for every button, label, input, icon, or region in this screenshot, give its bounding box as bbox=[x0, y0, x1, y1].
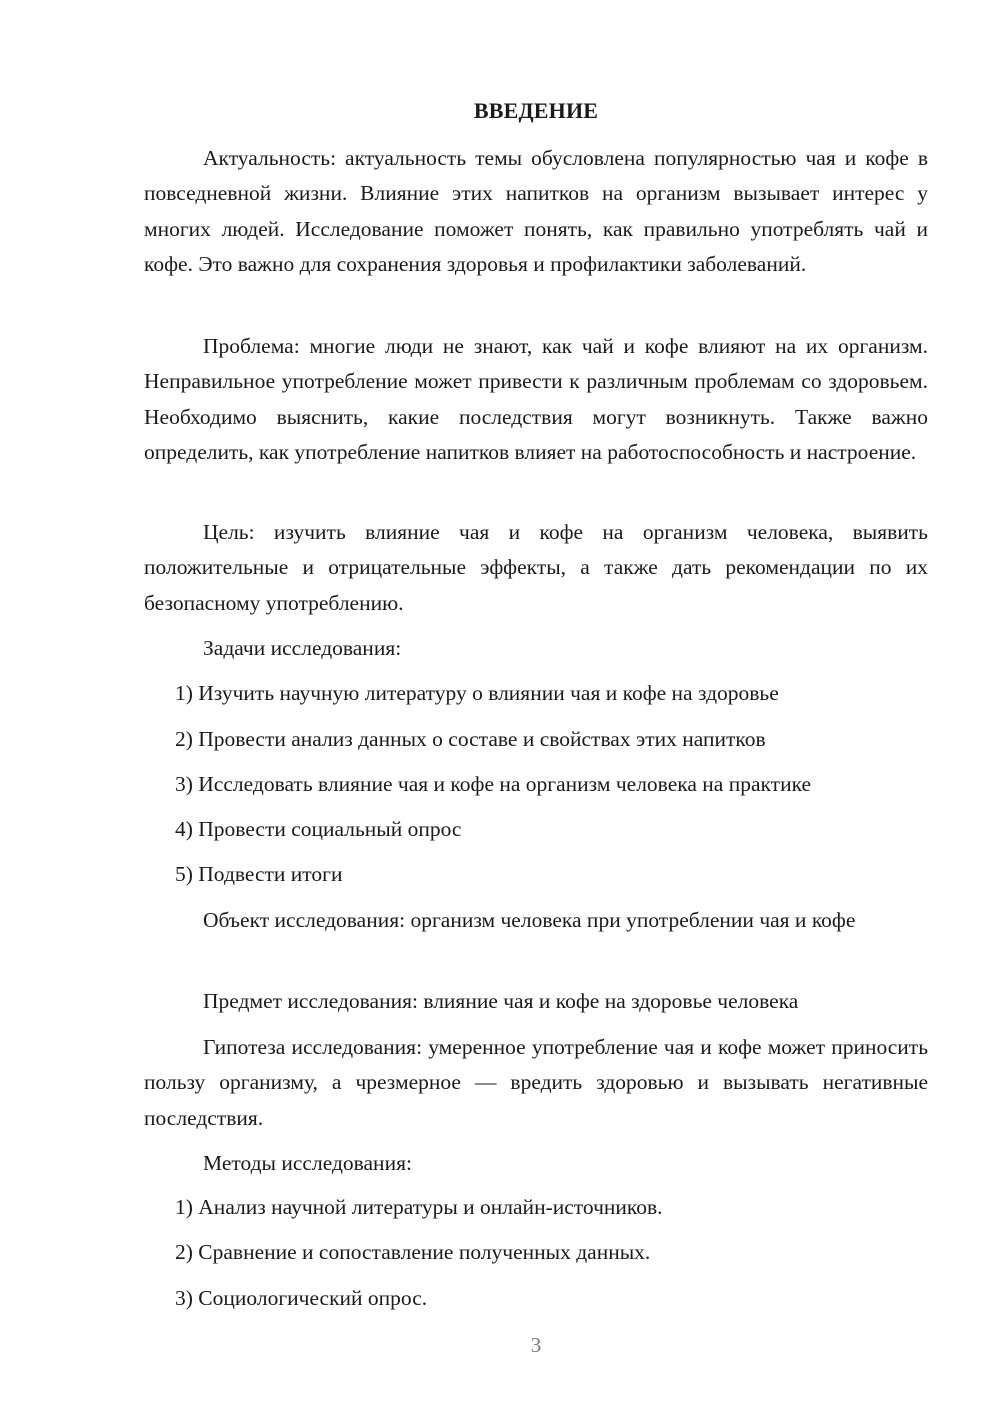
task-item: 2) Провести анализ данных о составе и свойствах этих напитков bbox=[175, 727, 766, 751]
subject-line: Предмет исследования: влияние чая и кофе на здоровье человека bbox=[203, 989, 799, 1013]
task-item: 1) Изучить научную литературу о влиянии чая и кофе на здоровье bbox=[175, 681, 779, 705]
tasks-title: Задачи исследования: bbox=[203, 636, 402, 660]
method-item: 2) Сравнение и сопоставление полученных данных. bbox=[175, 1240, 651, 1264]
page-title: ВВЕДЕНИЕ bbox=[473, 98, 599, 123]
paragraph-relevance: Актуальность: актуальность темы обусловлена популярностью чая и кофе в повседневной жизни. Влияние этих напитков на организм вызывает интерес у многих людей. Исследование поможет понять, как правильно употреблять чай и кофе. Это важно для сохранения здоровья и профилактики заболеваний. bbox=[144, 146, 928, 276]
task-item: 4) Провести социальный опрос bbox=[175, 817, 462, 841]
paragraph-object: Объект исследования: организм человека при употреблении чая и кофе bbox=[203, 908, 856, 932]
page-number: 3 bbox=[530, 1333, 542, 1357]
paragraph-problem: Проблема: многие люди не знают, как чай и кофе влияют на их организм. Неправильное употребление может привести к различным проблемам со здоровьем. Необходимо выяснить, какие последствия могут возникнуть. Также важно определить, как употребление напитков влияет на работоспособность и настроение. bbox=[144, 334, 928, 464]
paragraph-goal: Цель: изучить влияние чая и кофе на организм человека, выявить положительные и отрицательные эффекты, а также дать рекомендации по их безопасному употреблению. bbox=[144, 520, 928, 615]
task-item: 5) Подвести итоги bbox=[175, 862, 343, 886]
methods-title: Методы исследования: bbox=[203, 1151, 412, 1175]
paragraph-hypothesis: Гипотеза исследования: умеренное употребление чая и кофе может приносить пользу организму, а чрезмерное — вредить здоровью и вызывать негативные последствия. bbox=[144, 1035, 928, 1130]
method-item: 1) Анализ научной литературы и онлайн-источников. bbox=[175, 1195, 663, 1219]
task-item: 3) Исследовать влияние чая и кофе на организм человека на практике bbox=[175, 772, 812, 796]
method-item: 3) Социологический опрос. bbox=[175, 1286, 428, 1310]
